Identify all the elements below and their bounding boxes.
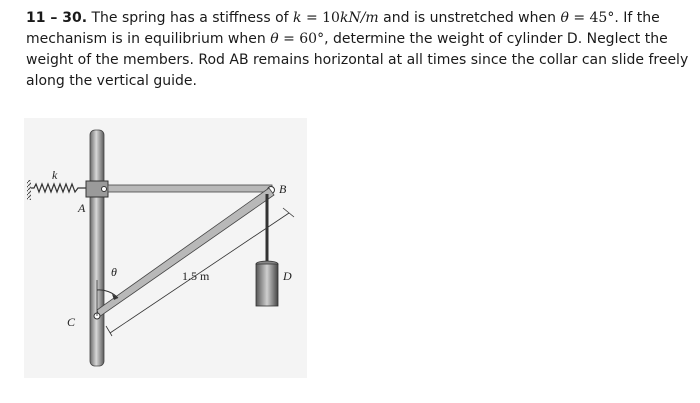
vertical-guide — [90, 130, 104, 366]
mechanism-figure — [24, 118, 307, 378]
label-c: C — [67, 315, 76, 329]
label-theta: θ — [111, 265, 117, 279]
problem-number: 11 – 30. — [26, 10, 88, 26]
stiffness-value: = 10 — [301, 10, 340, 26]
spring — [31, 184, 86, 192]
angle-unstretched: = 45° — [568, 10, 615, 26]
cylinder-d — [256, 264, 278, 306]
theta-symbol-1: θ — [560, 10, 569, 26]
label-a: A — [78, 201, 86, 215]
problem-statement — [26, 8, 690, 92]
rod-ab — [108, 185, 272, 192]
pin-a — [102, 187, 107, 192]
stiffness-unit: kN/m — [339, 10, 379, 26]
theta-symbol-2: θ — [270, 31, 279, 47]
text-4: , determine the weight of cylinder D. Neglect the weight of the members. Rod AB remains horizontal at all times since the collar can slide freely along the vertical guide. — [26, 31, 689, 89]
k-symbol: k — [293, 10, 302, 26]
label-length: 1.5 m — [182, 269, 210, 283]
text-2: and is unstretched when — [378, 10, 561, 26]
wall-support — [27, 180, 31, 200]
text-1: The spring has a stiffness of — [87, 10, 294, 26]
mechanism-drawing — [24, 118, 307, 378]
label-b: B — [279, 182, 287, 196]
member-cb — [97, 188, 274, 317]
label-d: D — [283, 269, 292, 283]
angle-equilibrium: = 60° — [278, 31, 325, 47]
text-3: . If the mechanism is in equilibrium when — [26, 10, 660, 47]
label-k: k — [52, 168, 58, 182]
dimension-tick-start — [106, 326, 112, 336]
